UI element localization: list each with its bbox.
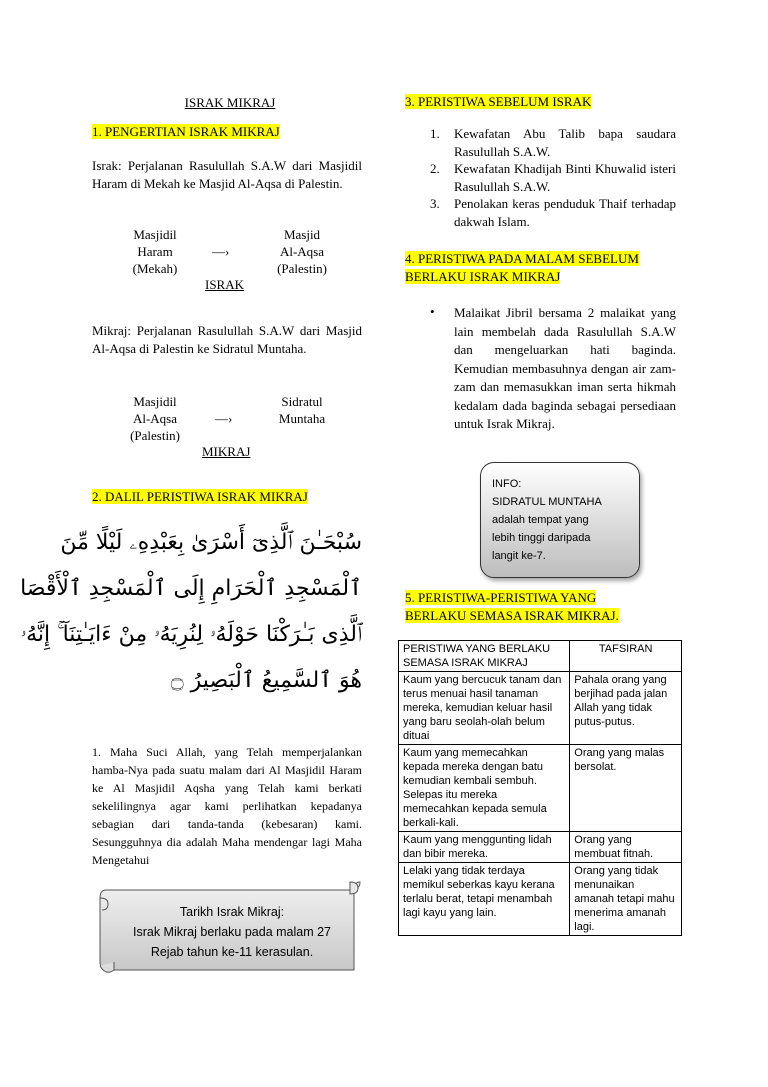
quran-verse — [20, 530, 362, 714]
mikraj-destination: Sidratul Muntaha — [278, 394, 326, 426]
scroll-text: Tarikh Israk Mikraj: Israk Mikraj berlaku pada malam 27 Rejab tahun ke-11 kerasulan. — [133, 905, 331, 959]
table-header-row — [399, 641, 682, 672]
events-table — [398, 640, 682, 936]
verse-translation: 1. Maha Suci Allah, yang Telah memperjalankan hamba-Nya pada suatu malam dari Al Masjidil Haram ke Al Masjidil Aqsha yang Telah kami berkati sekelilingnya agar kami perlihatkan kepadanya sebagian dari tanda-tanda (kebesaran) kami. Sesungguhnya dia adalah Maha mendengar lagi Maha Mengetahui — [92, 745, 362, 867]
list-item: 2. Kewafatan Khadijah Binti Khuwalid isteri Rasulullah S.A.W. — [430, 161, 676, 194]
mikraj-definition: Mikraj: Perjalanan Rasulullah S.A.W dari Masjid Al-Aqsa di Palestin ke Sidratul Muntaha. — [92, 323, 362, 356]
israk-origin: Masjidil Haram (Mekah) — [132, 227, 178, 276]
israk-arrow: —› — [212, 244, 230, 259]
page-title: ISRAK MIKRAJ — [184, 95, 276, 110]
section4-heading: 4. PERISTIWA PADA MALAM SEBELUM BERLAKU ISRAK MIKRAJ — [405, 251, 639, 284]
mikraj-label: MIKRAJ — [202, 444, 251, 459]
table-cell: Orang yang membuat fitnah. — [570, 832, 682, 863]
section4-bullet-text: Malaikat Jibril bersama 2 malaikat yang lain membelah dada Rasulullah S.A.W dan mengeluarkan hati baginda. Kemudian membasuhnya dengan air zam-zam dan memasukkan iman serta hikmah kedalam dada baginda sebagai persediaan untuk Israk Mikraj. — [454, 305, 676, 431]
verse-line: ٱلْمَسْجِدِ ٱلْحَرَامِ إِلَى ٱلْمَسْجِدِ ٱلْأَقْصَا — [20, 576, 362, 601]
verse-line: هُوَ ٱلسَّمِيعُ ٱلْبَصِيرُ ۝ — [170, 668, 362, 693]
table-header: TAFSIRAN — [570, 641, 682, 672]
section2-heading: 2. DALIL PERISTIWA ISRAK MIKRAJ — [92, 489, 308, 504]
table-row — [399, 672, 682, 745]
section1-heading: 1. PENGERTIAN ISRAK MIKRAJ — [92, 124, 280, 139]
section3-heading: 3. PERISTIWA SEBELUM ISRAK — [405, 94, 592, 109]
israk-label: ISRAK — [205, 277, 245, 292]
table-cell: Kaum yang menggunting lidah dan bibir mereka. — [399, 832, 570, 863]
section3-list — [418, 125, 676, 230]
table-row — [399, 863, 682, 936]
section5-heading: 5. PERISTIWA-PERISTIWA YANG BERLAKU SEMASA ISRAK MIKRAJ. — [405, 590, 619, 623]
table-cell: Kaum yang memecahkan kepada mereka dengan batu kemudian kembali sembuh. Selepas itu mereka memecahkan kepada semula berkali-kali. — [399, 745, 570, 832]
info-text: INFO: SIDRATUL MUNTAHA adalah tempat yang lebih tinggi daripada langit ke-7. — [492, 478, 602, 562]
israk-definition: Israk: Perjalanan Rasulullah S.A.W dari Masjidil Haram di Mekah ke Masjid Al-Aqsa di Palestin. — [92, 158, 362, 191]
bullet-icon: • — [430, 304, 435, 319]
list-item: 1. Kewafatan Abu Talib bapa saudara Rasulullah S.A.W. — [430, 126, 676, 159]
table-cell: Kaum yang bercucuk tanam dan terus menuai hasil tanaman mereka, kemudian keluar hasil yang baru seolah-olah belum dituai — [399, 672, 570, 745]
table-row — [399, 832, 682, 863]
table-cell: Orang yang tidak menunaikan amanah tetapi mahu menerima amanah lagi. — [570, 863, 682, 936]
table-cell: Orang yang malas bersolat. — [570, 745, 682, 832]
verse-line: سُبْحَـٰنَ ٱلَّذِىٓ أَسْرَىٰ بِعَبْدِهِۦ لَيْلًا مِّنَ — [60, 530, 362, 555]
mikraj-arrow: —› — [215, 411, 233, 426]
mikraj-origin: Masjidil Al-Aqsa (Palestin) — [130, 394, 180, 443]
list-item: 3. Penolakan keras penduduk Thaif terhadap dakwah Islam. — [430, 196, 676, 229]
table-cell: Lelaki yang tidak terdaya memikul seberkas kayu kerana terlalu berat, tetapi menambah lagi kayu yang lain. — [399, 863, 570, 936]
verse-line: ٱلَّذِى بَـٰرَكْنَا حَوْلَهُۥ لِنُرِيَهُۥ مِنْ ءَايَـٰتِنَآ ۚ إِنَّهُۥ — [20, 622, 362, 647]
table-cell: Pahala orang yang berjihad pada jalan Allah yang tidak putus-putus. — [570, 672, 682, 745]
table-header: PERISTIWA YANG BERLAKU SEMASA ISRAK MIKRAJ — [399, 641, 570, 672]
israk-destination: Masjid Al-Aqsa (Palestin) — [277, 227, 327, 276]
table-row — [399, 745, 682, 832]
